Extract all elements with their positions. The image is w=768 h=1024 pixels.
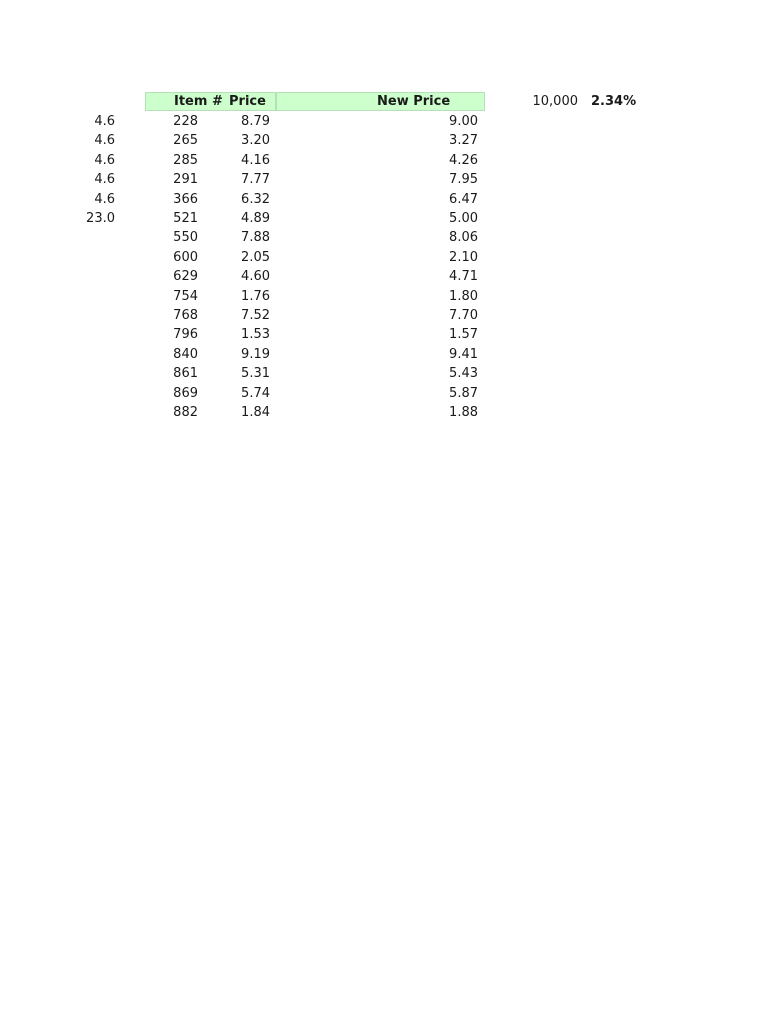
price-cell: 7.77: [241, 172, 270, 188]
header-item-label: Item #: [174, 94, 223, 109]
price-cell: 4.60: [241, 269, 270, 285]
price-cell: 6.32: [241, 191, 270, 207]
new-price-cell: 1.80: [449, 288, 478, 304]
new-price-cell: 2.10: [449, 249, 478, 265]
new-price-cell: 7.95: [449, 172, 478, 188]
left-value-cell: 4.6: [94, 191, 115, 207]
left-value-cell: 4.6: [94, 152, 115, 168]
price-cell: 2.05: [241, 249, 270, 265]
left-value-cell: 4.6: [94, 114, 115, 129]
new-price-cell: 4.26: [449, 152, 478, 168]
item-number-cell: 521: [173, 211, 198, 226]
item-number-cell: 285: [173, 152, 198, 168]
new-price-cell: 1.57: [449, 327, 478, 343]
item-number-cell: 869: [173, 385, 198, 401]
new-price-cell: 5.87: [449, 385, 478, 401]
item-number-cell: 550: [173, 230, 198, 246]
new-price-cell: 9.00: [449, 114, 478, 129]
item-number-cell: 840: [173, 346, 198, 362]
item-number-cell: 796: [173, 327, 198, 343]
price-cell: 4.16: [241, 152, 270, 168]
item-number-cell: 882: [173, 405, 198, 420]
price-cell: 3.20: [241, 133, 270, 149]
price-cell: 1.53: [241, 327, 270, 343]
item-number-cell: 768: [173, 308, 198, 323]
item-number-cell: 600: [173, 249, 198, 265]
price-cell: 8.79: [241, 114, 270, 129]
price-cell: 5.31: [241, 366, 270, 382]
price-cell: 5.74: [241, 385, 270, 401]
left-value-cell: 4.6: [94, 133, 115, 149]
new-price-cell: 6.47: [449, 191, 478, 207]
item-number-cell: 228: [173, 114, 198, 129]
price-cell: 9.19: [241, 346, 270, 362]
new-price-cell: 4.71: [449, 269, 478, 285]
item-number-cell: 265: [173, 133, 198, 149]
header-price-label: Price: [229, 94, 266, 109]
left-value-cell: 23.0: [86, 211, 115, 226]
left-value-cell: 4.6: [94, 172, 115, 188]
item-number-cell: 861: [173, 366, 198, 382]
quantity-value: 10,000: [532, 94, 578, 109]
item-number-cell: 754: [173, 288, 198, 304]
item-number-cell: 291: [173, 172, 198, 188]
item-number-cell: 366: [173, 191, 198, 207]
header-new-price-label: New Price: [377, 94, 451, 109]
new-price-cell: 3.27: [449, 133, 478, 149]
price-cell: 1.76: [241, 288, 270, 304]
price-cell: 7.52: [241, 308, 270, 323]
new-price-cell: 5.43: [449, 366, 478, 382]
price-cell: 4.89: [241, 211, 270, 226]
price-cell: 1.84: [241, 405, 270, 420]
new-price-cell: 8.06: [449, 230, 478, 246]
new-price-cell: 9.41: [449, 346, 478, 362]
item-number-cell: 629: [173, 269, 198, 285]
new-price-cell: 5.00: [449, 211, 478, 226]
price-cell: 7.88: [241, 230, 270, 246]
new-price-cell: 1.88: [449, 405, 478, 420]
percent-value: 2.34%: [591, 94, 637, 109]
new-price-cell: 7.70: [449, 308, 478, 323]
